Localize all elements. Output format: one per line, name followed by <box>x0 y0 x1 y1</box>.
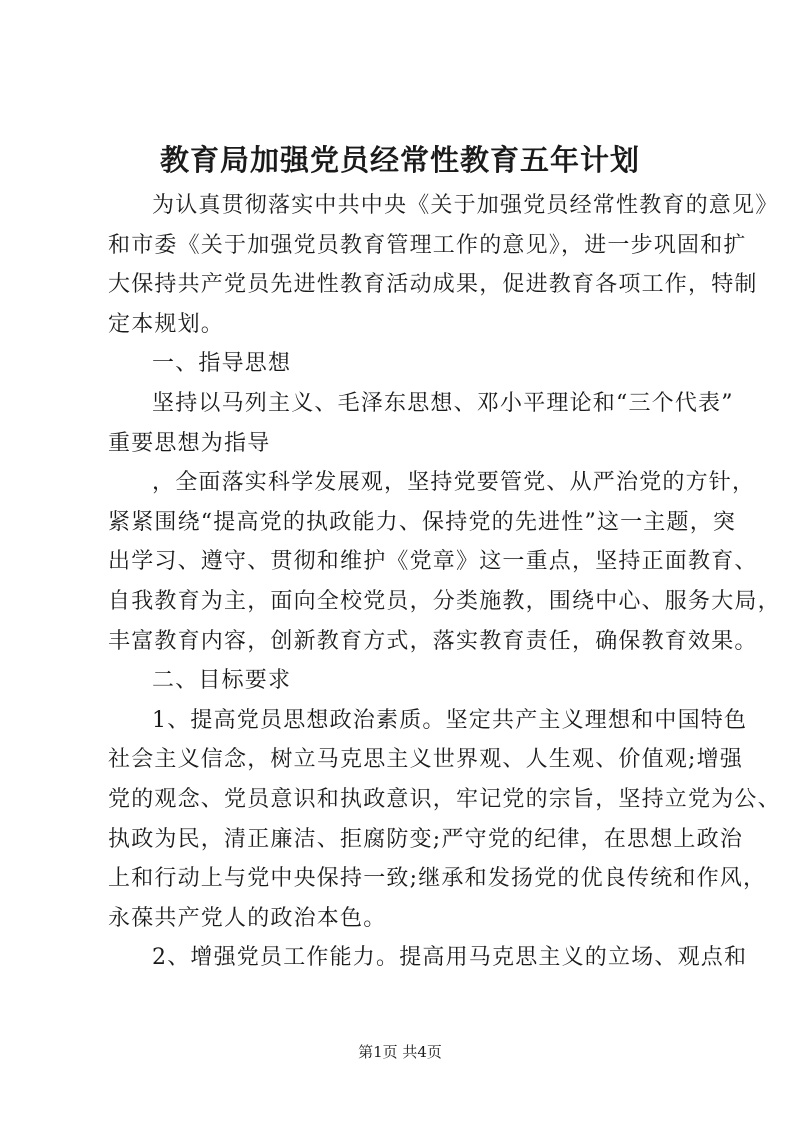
text-line: 坚持以马列主义、毛泽东思想、邓小平理论和“三个代表” <box>152 390 734 416</box>
text-line: ，全面落实科学发展观，坚持党要管党、从严治党的方针， <box>152 470 756 496</box>
text-line: 为认真贯彻落实中共中央《关于加强党员经常性教育的意见》 <box>152 193 779 218</box>
text-line: 执政为民，清正廉洁、拒腐防变;严守党的纪律，在思想上政治 <box>108 826 744 852</box>
document-title: 教育局加强党员经常性教育五年计划 <box>159 143 640 177</box>
text-line: 上和行动上与党中央保持一致;继承和发扬党的优良传统和作风， <box>108 866 767 892</box>
text-line: 2、增强党员工作能力。提高用马克思主义的立场、观点和 <box>152 945 748 971</box>
text-line: 和市委《关于加强党员教育管理工作的意见》，进一步巩固和扩 <box>108 232 747 258</box>
text-line: 1、提高党员思想政治素质。坚定共产主义理想和中国特色 <box>152 707 748 733</box>
text-line: 一、指导思想 <box>152 351 292 377</box>
text-line: 社会主义信念，树立马克思主义世界观、人生观、价值观;增强 <box>108 747 744 773</box>
text-line: 定本规划。 <box>108 311 225 337</box>
text-line: 自我教育为主，面向全校党员，分类施教，围绕中心、服务大局， <box>108 588 781 614</box>
text-line: 重要思想为指导 <box>108 430 271 456</box>
text-line: 党的观念、党员意识和执政意识，牢记党的宗旨，坚持立党为公、 <box>108 786 781 812</box>
page-footer: 第1页 共4页 <box>358 1043 442 1061</box>
text-line: 紧紧围绕“提高党的执政能力、保持党的先进性”这一主题，突 <box>108 509 737 535</box>
text-line: 丰富教育内容，创新教育方式，落实教育责任，确保教育效果。 <box>108 628 758 654</box>
text-line: 大保持共产党员先进性教育活动成果，促进教育各项工作，特制 <box>108 272 758 298</box>
document-body <box>108 186 781 978</box>
text-line: 出学习、遵守、贯彻和维护《党章》这一重点，坚持正面教育、 <box>108 549 758 575</box>
text-line: 二、目标要求 <box>152 668 292 694</box>
text-line: 永葆共产党人的政治本色。 <box>108 905 387 931</box>
